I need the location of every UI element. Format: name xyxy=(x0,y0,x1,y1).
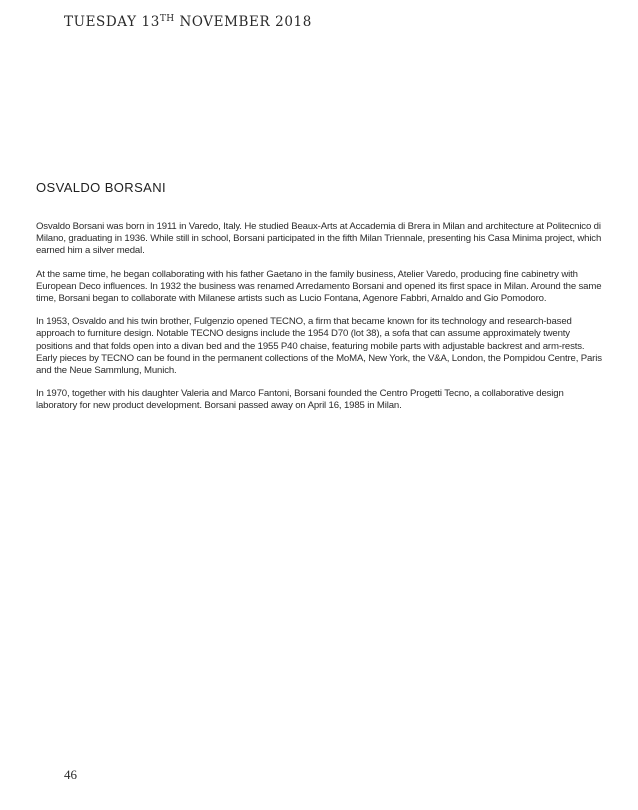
article-paragraph-2: At the same time, he began collaborating with his father Gaetano in the family business, Atelier Varedo, producing fine cabinetry with European Deco influences. In 1932 the business was renamed Arredamento Borsani and opened its first space in Milan. Around the same time, Borsani began to collaborate with Milanese artists such as Lucio Fontana, Agenore Fabbri, Arnaldo and Gio Pomodoro. xyxy=(36,268,602,305)
article-title: OSVALDO BORSANI xyxy=(36,180,167,195)
article-body xyxy=(36,221,602,424)
article-paragraph-3: In 1953, Osvaldo and his twin brother, Fulgenzio opened TECNO, a firm that became known for its technology and research-based approach to furniture design. Notable TECNO designs include the 1954 D70 (lot 38), a sofa that can assume approximately twenty positions and that folds open into a divan bed and the 1955 P40 chaise, featuring mobile parts with adjustable backrest and arm-rests. Early pieces by TECNO can be found in the permanent collections of the MoMA, New York, the V&A, London, the Pompidou Centre, Paris and the Neue Sammlung, Munich. xyxy=(36,316,602,377)
header-date-ordinal: TH xyxy=(159,14,175,24)
header-date-day: TUESDAY 13 xyxy=(64,14,160,30)
header-date xyxy=(64,14,312,30)
page-number: 46 xyxy=(64,767,77,782)
header-date-month-year: NOVEMBER 2018 xyxy=(174,14,312,30)
article-paragraph-1: Osvaldo Borsani was born in 1911 in Varedo, Italy. He studied Beaux-Arts at Accademia di Brera in Milan and architecture at Politecnico di Milano, graduating in 1936. While still in school, Borsani participated in the fifth Milan Triennale, presenting his Casa Minima project, which earned him a silver medal. xyxy=(36,221,602,257)
article-paragraph-4: In 1970, together with his daughter Valeria and Marco Fantoni, Borsani founded the Centro Progetti Tecno, a collaborative design laboratory for new product development. Borsani passed away on April 16, 1985 in Milan. xyxy=(36,388,564,412)
